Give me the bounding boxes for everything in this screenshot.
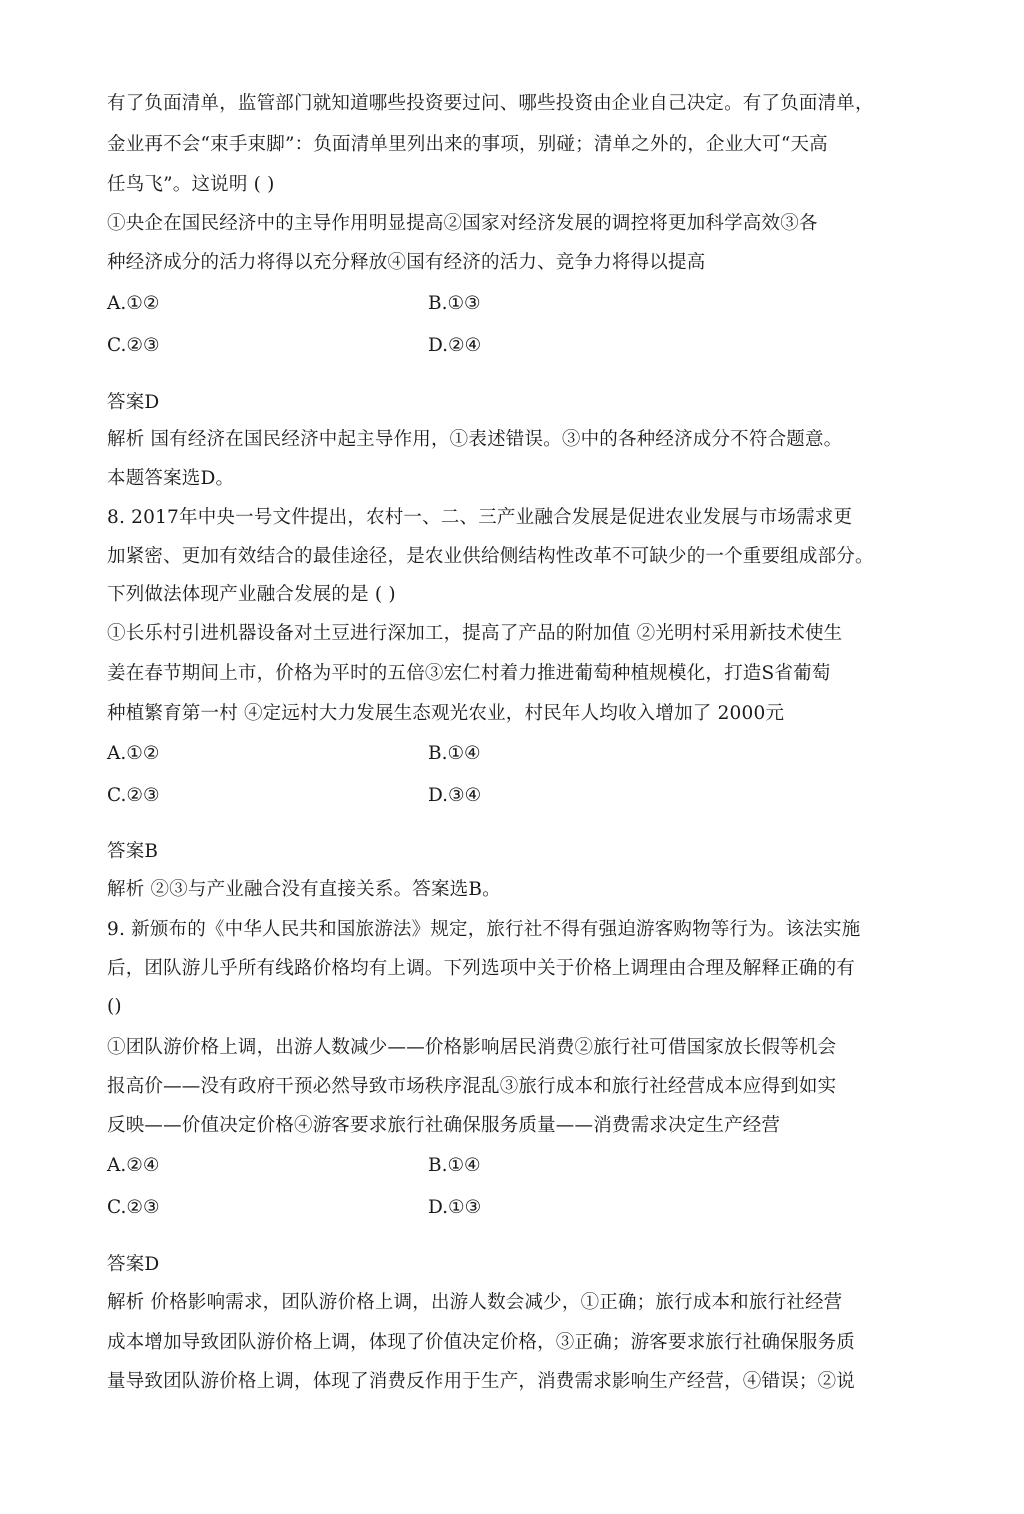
q8-item-line: 种植繁育第一村 ④定远村大力发展生态观光农业，村民年人均收入增加了 2000元 xyxy=(107,703,785,724)
q7-option-a: A.①② xyxy=(107,293,160,314)
q9-answer: 答案D xyxy=(107,1254,160,1275)
q7-stem-line: 金业再不会“束手束脚”：负面清单里列出来的事项，别碰；清单之外的，企业大可“天高 xyxy=(107,134,828,155)
q8-stem-line: 加紧密、更加有效结合的最佳途径，是农业供给侧结构性改革不可缺少的一个重要组成部分。 xyxy=(107,546,874,567)
q8-option-c: C.②③ xyxy=(107,785,160,806)
q9-stem-line: () xyxy=(107,996,122,1017)
q7-item-line: 种经济成分的活力将得以充分释放④国有经济的活力、竞争力将得以提高 xyxy=(107,252,706,273)
q8-analysis-line: 解析 ②③与产业融合没有直接关系。答案选B。 xyxy=(107,879,501,900)
q7-option-d: D.②④ xyxy=(428,335,482,356)
q9-option-b: B.①④ xyxy=(428,1155,481,1176)
q9-analysis-line: 量导致团队游价格上调，体现了消费反作用于生产，消费需求影响生产经营，④错误；②说 xyxy=(107,1371,856,1392)
q7-analysis-line: 本题答案选D。 xyxy=(107,468,235,489)
q9-item-line: ①团队游价格上调，出游人数减少——价格影响居民消费②旅行社可借国家放长假等机会 xyxy=(107,1037,837,1058)
q9-option-c: C.②③ xyxy=(107,1197,160,1218)
q7-item-line: ①央企在国民经济中的主导作用明显提高②国家对经济发展的调控将更加科学高效③各 xyxy=(107,213,818,234)
q9-stem-line: 后，团队游儿乎所有线路价格均有上调。下列选项中关于价格上调理由合理及解释正确的有 xyxy=(107,958,856,979)
q9-analysis-line: 成本增加导致团队游价格上调，体现了价值决定价格，③正确；游客要求旅行社确保服务质 xyxy=(107,1332,856,1353)
q7-answer: 答案D xyxy=(107,392,160,413)
q7-stem-line: 有了负面清单，监管部门就知道哪些投资要过问、哪些投资由企业自己决定。有了负面清单， xyxy=(107,93,874,114)
q8-answer: 答案B xyxy=(107,841,159,862)
q8-option-a: A.①② xyxy=(107,743,160,764)
q8-stem-line: 下列做法体现产业融合发展的是 ( ) xyxy=(107,584,396,605)
q9-stem-line: 9. 新颁布的《中华人民共和国旅游法》规定，旅行社不得有强迫游客购物等行为。该法实施 xyxy=(107,919,861,940)
q8-option-b: B.①④ xyxy=(428,743,481,764)
q9-option-d: D.①③ xyxy=(428,1197,482,1218)
q9-item-line: 报高价——没有政府干预必然导致市场秩序混乱③旅行成本和旅行社经营成本应得到如实 xyxy=(107,1076,837,1097)
q9-item-line: 反映——价值决定价格④游客要求旅行社确保服务质量——消费需求决定生产经营 xyxy=(107,1115,781,1136)
q8-item-line: 姜在春节期间上市，价格为平时的五倍③宏仁村着力推进葡萄种植规模化，打造S省葡萄 xyxy=(107,663,831,684)
q7-option-b: B.①③ xyxy=(428,293,481,314)
q7-option-c: C.②③ xyxy=(107,335,160,356)
q7-analysis-line: 解析 国有经济在国民经济中起主导作用，①表述错误。③中的各种经济成分不符合题意。 xyxy=(107,429,843,450)
q9-option-a: A.②④ xyxy=(107,1155,160,1176)
q8-item-line: ①长乐村引进机器设备对土豆进行深加工，提高了产品的附加值 ②光明村采用新技术使生 xyxy=(107,623,843,644)
q8-option-d: D.③④ xyxy=(428,785,482,806)
q7-stem-line: 任鸟飞”。这说明 ( ) xyxy=(107,174,275,195)
q8-stem-line: 8. 2017年中央一号文件提出，农村一、二、三产业融合发展是促进农业发展与市场需求更 xyxy=(107,507,853,528)
q9-analysis-line: 解析 价格影响需求，团队游价格上调，出游人数会减少，①正确；旅行成本和旅行社经营 xyxy=(107,1292,843,1313)
